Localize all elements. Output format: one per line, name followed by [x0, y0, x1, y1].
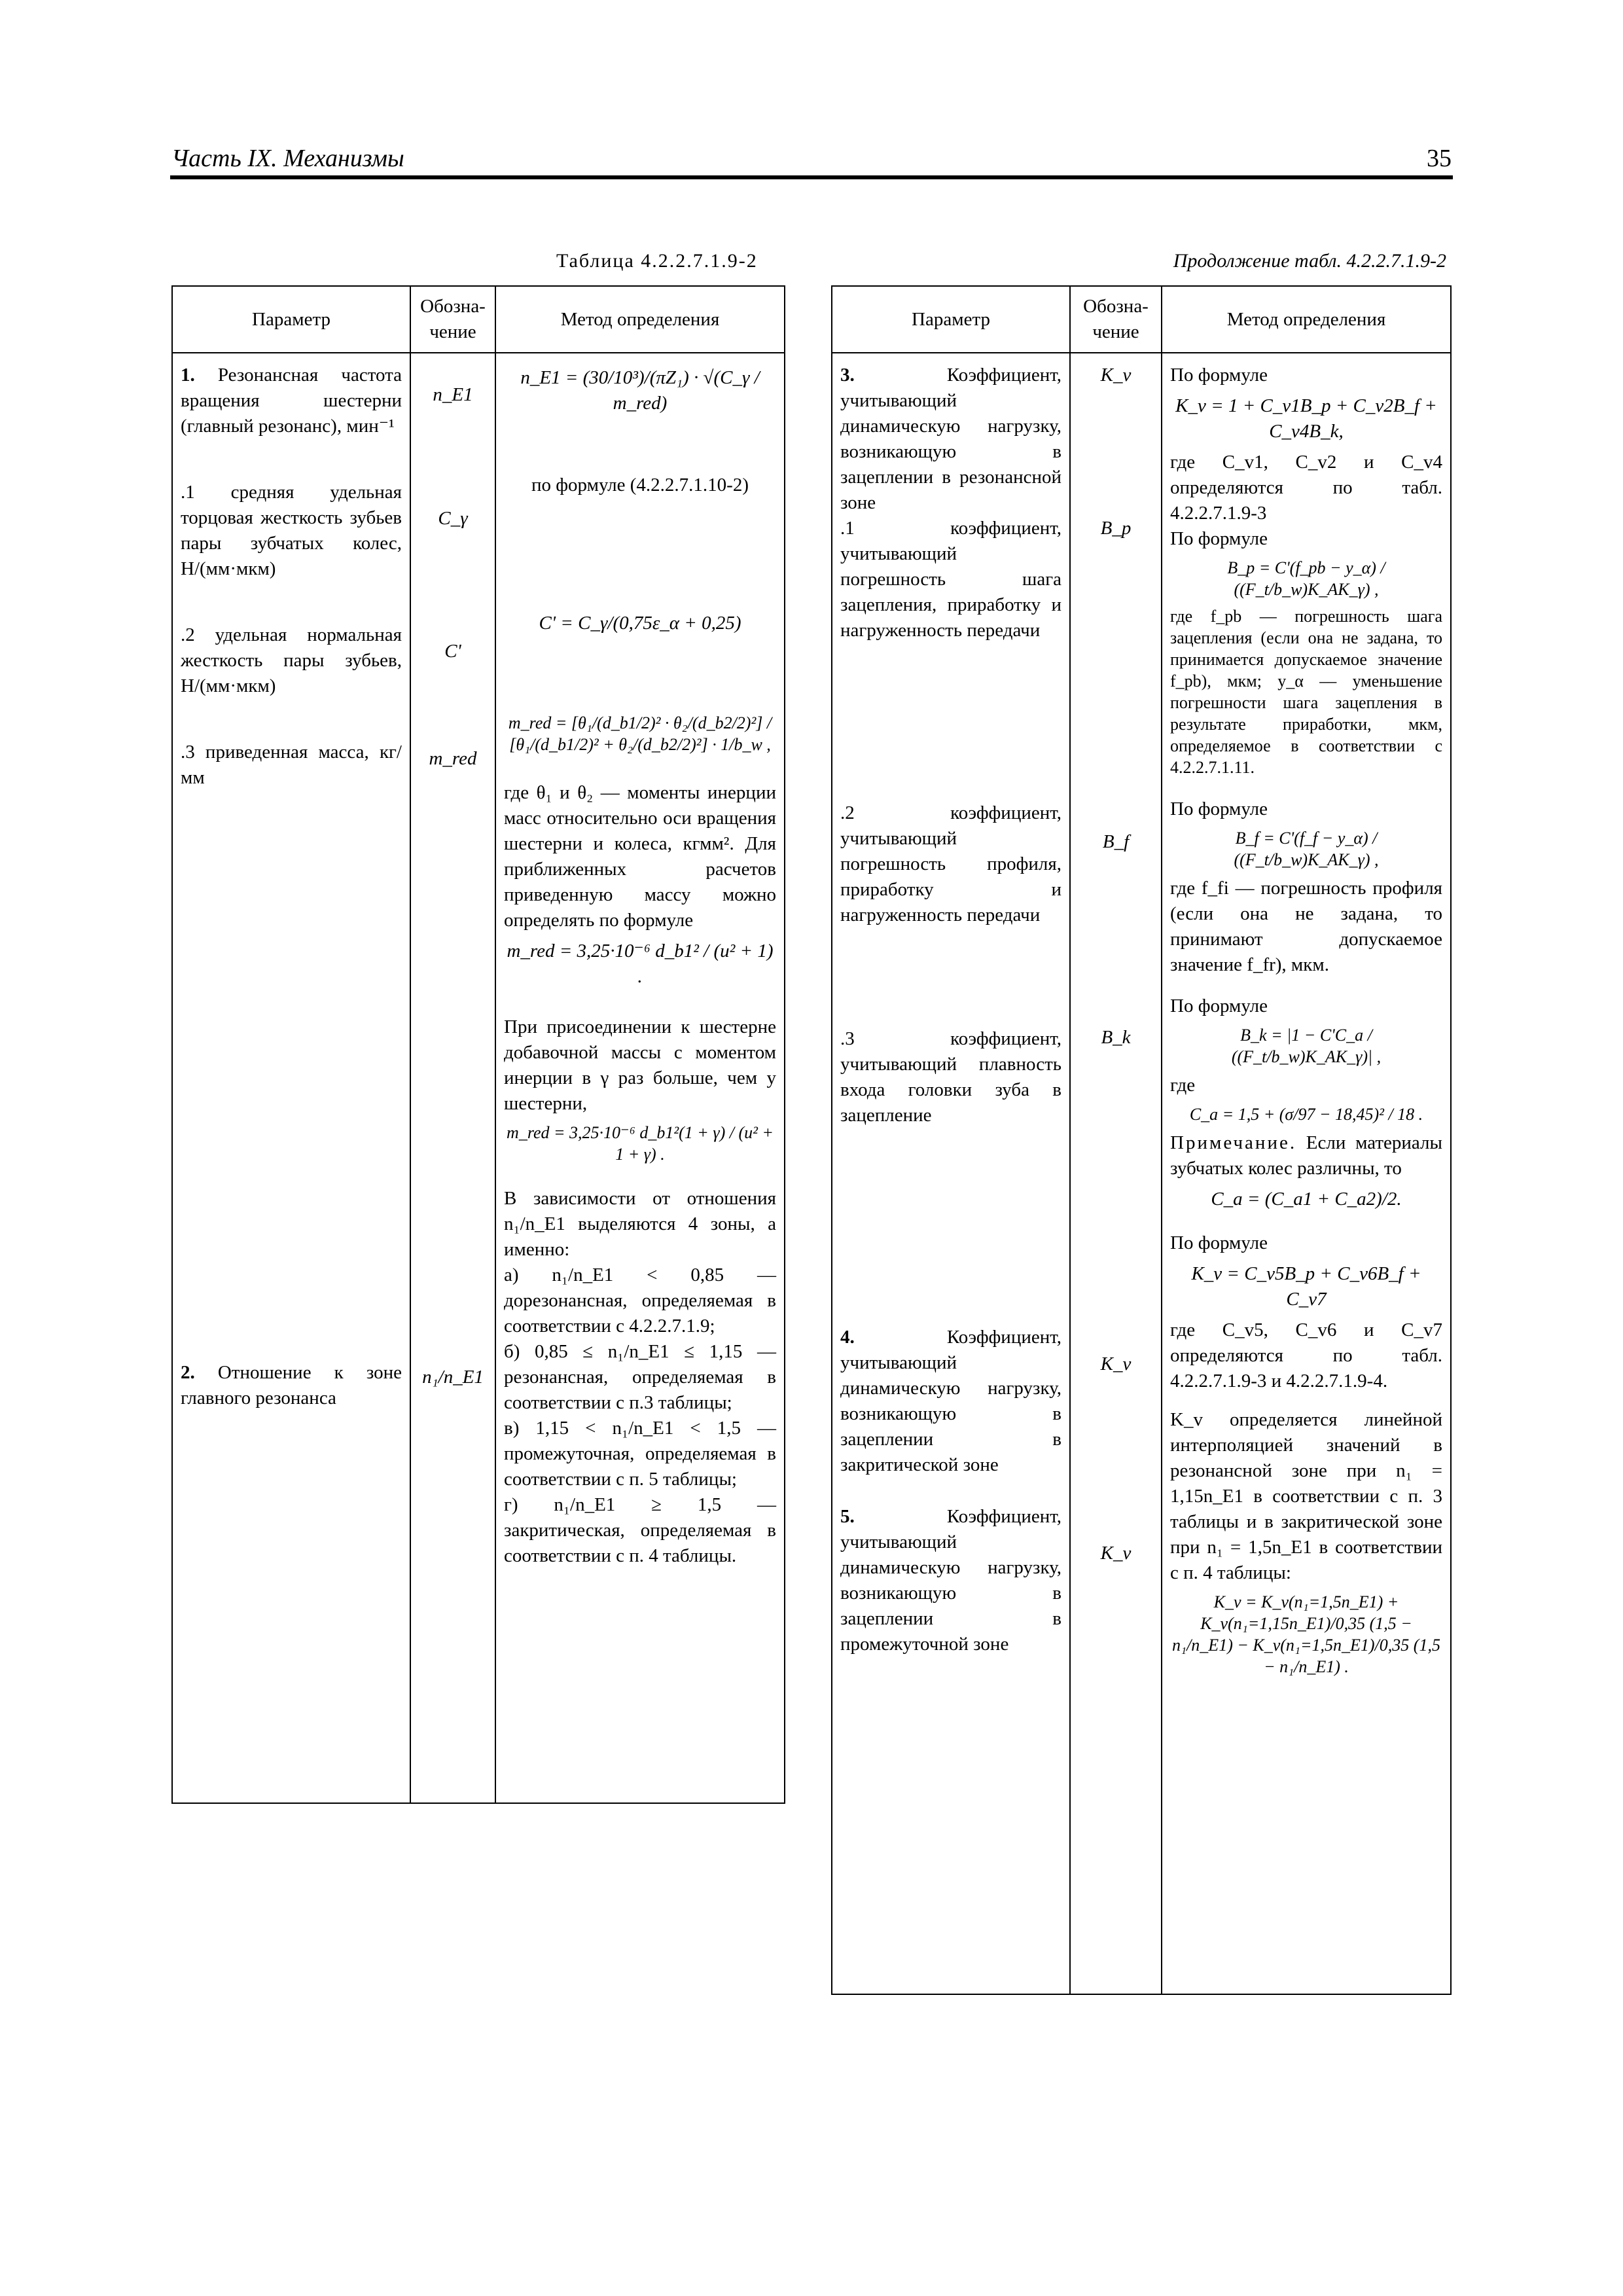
- method-text: K_v определяется линейной интерполяцией значений в резонансной зоне при n₁ = 1,15n_E1 в соответствии с п. 3 таблицы и в закритической зоне при n₁ = 1,5n_E1 в соответствии с п. 4 таблицы:: [1170, 1409, 1442, 1583]
- param-number: 2.: [181, 1362, 195, 1383]
- param-cell: [832, 353, 1070, 1994]
- symbol: B_p: [1100, 518, 1132, 539]
- method-text: где: [1170, 1075, 1196, 1096]
- formula-ca: C_a = 1,5 + (σ/97 − 18,45)² / 18 .: [1189, 1105, 1423, 1124]
- symbol: C_γ: [438, 508, 468, 529]
- method-lead: По формуле: [1170, 1232, 1268, 1253]
- formula-mred-added-mass: m_red = 3,25·10⁻⁶ d_b1²(1 + γ) / (u² + 1 + γ) .: [507, 1123, 774, 1164]
- param-number: 1.: [181, 365, 195, 386]
- method-text: где f_fi — погрешность профиля (если она не задана, то принимают допускаемое значение f_fr), мкм.: [1170, 878, 1442, 975]
- param-number: 3.: [840, 365, 855, 386]
- symbol-cell: [1070, 353, 1162, 1994]
- method-lead: По формуле: [1170, 996, 1268, 1016]
- param-text: .1 средняя удельная торцовая жесткость зубьев пары зубчатых колес, Н/(мм·мкм): [181, 482, 402, 579]
- method-text: где f_pb — погрешность шага зацепления (если она не задана, то принимается допускаемое значение f_pb), мкм; y_α — уменьшение погрешности шага зацепления в результате приработки, мкм, определяемое в соответствии с 4.2.2.7.1.11.: [1170, 607, 1442, 777]
- formula-nE1: n_E1 = (30/10³)/(πZ₁) · √(C_γ / m_red): [520, 367, 760, 414]
- table-row: [832, 353, 1451, 1994]
- symbol-cell: [410, 353, 495, 1803]
- zone-item: б) 0,85 ≤ n₁/n_E1 ≤ 1,15 — резонансная, определяемая в соответствии с п.3 таблицы;: [504, 1341, 776, 1413]
- note-label: Примечание.: [1170, 1132, 1297, 1153]
- method-text: При присоединении к шестерне добавочной массы с моментом инерции в γ раз больше, чем у шестерни,: [504, 1016, 776, 1114]
- param-text: Коэффициент, учитывающий динамическую нагрузку, возникающую в зацеплении в промежуточной зоне: [840, 1506, 1061, 1655]
- zone-item: а) n₁/n_E1 < 0,85 — дорезонансная, определяемая в соответствии с 4.2.2.7.1.9;: [504, 1265, 776, 1336]
- right-table-caption: Продолжение табл. 4.2.2.7.1.9-2: [1173, 250, 1446, 272]
- formula-kv-supercritical: K_v = C_v5B_p + C_v6B_f + C_v7: [1191, 1263, 1421, 1310]
- param-text: .2 удельная нормальная жесткость пары зубьев, Н/(мм·мкм): [181, 624, 402, 696]
- left-table-caption: Таблица 4.2.2.7.1.9-2: [556, 250, 758, 272]
- symbol: C': [444, 641, 461, 662]
- symbol: B_f: [1102, 831, 1130, 852]
- formula-mred-approx: m_red = 3,25·10⁻⁶ d_b1² / (u² + 1) .: [507, 941, 774, 987]
- symbol: K_v: [1100, 1543, 1132, 1564]
- param-text: .2 коэффициент, учитывающий погрешность профиля, приработку и нагруженность передачи: [840, 802, 1061, 925]
- header-rule: [170, 175, 1453, 179]
- page-number: 35: [1427, 145, 1452, 172]
- param-cell: [172, 353, 410, 1803]
- method-text: где C_v1, C_v2 и C_v4 определяются по табл. 4.2.2.7.1.9-3: [1170, 452, 1442, 524]
- param-text: Отношение к зоне главного резонанса: [181, 1362, 402, 1408]
- method-cell: [495, 353, 785, 1803]
- method-text: где C_v5, C_v6 и C_v7 определяются по табл. 4.2.2.7.1.9-3 и 4.2.2.7.1.9-4.: [1170, 1319, 1442, 1391]
- param-text: Коэффициент, учитывающий динамическую нагрузку, возникающую в зацеплении в резонансной зоне: [840, 365, 1061, 513]
- running-header-title: Часть IX. Механизмы: [171, 145, 404, 172]
- method-lead: По формуле: [1170, 365, 1268, 386]
- left-table: [171, 285, 785, 1804]
- formula-kv: K_v = 1 + C_v1B_p + C_v2B_f + C_v4B_k,: [1175, 395, 1437, 442]
- formula-c-prime: C' = C_γ/(0,75ε_α + 0,25): [539, 613, 741, 634]
- param-text: Коэффициент, учитывающий динамическую нагрузку, возникающую в зацеплении в закритической зоне: [840, 1327, 1061, 1475]
- column-header-method: Метод определения: [1162, 286, 1451, 353]
- param-text: .3 приведенная масса, кг/мм: [181, 742, 402, 788]
- method-text: В зависимости от отношения n₁/n_E1 выделяются 4 зоны, а именно:: [504, 1188, 776, 1260]
- param-text: Резонансная частота вращения шестерни (главный резонанс), мин⁻¹: [181, 365, 402, 437]
- column-header-method: Метод определения: [495, 286, 785, 353]
- symbol: K_v: [1100, 1354, 1132, 1374]
- method-lead: По формуле: [1170, 798, 1268, 819]
- column-header-symbol: Обозна-чение: [1070, 286, 1162, 353]
- formula-bk: B_k = |1 − C'C_a / ((F_t/b_w)K_AK_γ)| ,: [1231, 1026, 1382, 1066]
- column-header-param: Параметр: [172, 286, 410, 353]
- formula-kv-interpolation: K_v = K_v(n₁=1,5n_E1) + K_v(n₁=1,15n_E1)/0,35 (1,5 − n₁/n_E1) − K_v(n₁=1,5n_E1)/0,35 (1,5 − n₁/n_E1) .: [1172, 1592, 1440, 1676]
- right-table: [831, 285, 1452, 1995]
- formula-bf: B_f = C'(f_f − y_α) / ((F_t/b_w)K_AK_γ) ,: [1234, 829, 1379, 869]
- note-text: Если материалы зубчатых колес различны, то: [1170, 1132, 1442, 1179]
- param-text: .1 коэффициент, учитывающий погрешность шага зацепления, приработку и нагруженность передачи: [840, 518, 1061, 641]
- formula-bp: B_p = C'(f_pb − y_α) / ((F_t/b_w)K_AK_γ) ,: [1227, 558, 1385, 599]
- method-text: где θ₁ и θ₂ — моменты инерции масс относительно оси вращения шестерни и колеса, кгмм². Для приближенных расчетов приведенную массу можно определять по формуле: [504, 782, 776, 931]
- table-row: [172, 353, 785, 1803]
- symbol: n_E1: [433, 384, 473, 405]
- symbol: n₁/n_E1: [422, 1367, 484, 1388]
- symbol: B_k: [1101, 1027, 1131, 1048]
- param-number: 5.: [840, 1506, 855, 1527]
- method-text: по формуле (4.2.2.7.1.10-2): [531, 475, 749, 495]
- method-lead: По формуле: [1170, 528, 1268, 549]
- zone-item: в) 1,15 < n₁/n_E1 < 1,5 — промежуточная, определяемая в соответствии с п. 5 таблицы;: [504, 1418, 776, 1490]
- formula-ca-mean: C_a = (C_a1 + C_a2)/2.: [1211, 1189, 1402, 1210]
- zone-item: г) n₁/n_E1 ≥ 1,5 — закритическая, определяемая в соответствии с п. 4 таблицы.: [504, 1494, 776, 1566]
- column-header-param: Параметр: [832, 286, 1070, 353]
- formula-mred: m_red = [θ₁/(d_b1/2)² · θ₂/(d_b2/2)²] / [θ₁/(d_b1/2)² + θ₂/(d_b2/2)²] · 1/b_w ,: [508, 713, 772, 754]
- param-text: .3 коэффициент, учитывающий плавность входа головки зуба в зацепление: [840, 1028, 1061, 1126]
- symbol: K_v: [1100, 365, 1132, 386]
- symbol: m_red: [429, 748, 477, 769]
- column-header-symbol: Обозна-чение: [410, 286, 495, 353]
- method-cell: [1162, 353, 1451, 1994]
- param-number: 4.: [840, 1327, 855, 1348]
